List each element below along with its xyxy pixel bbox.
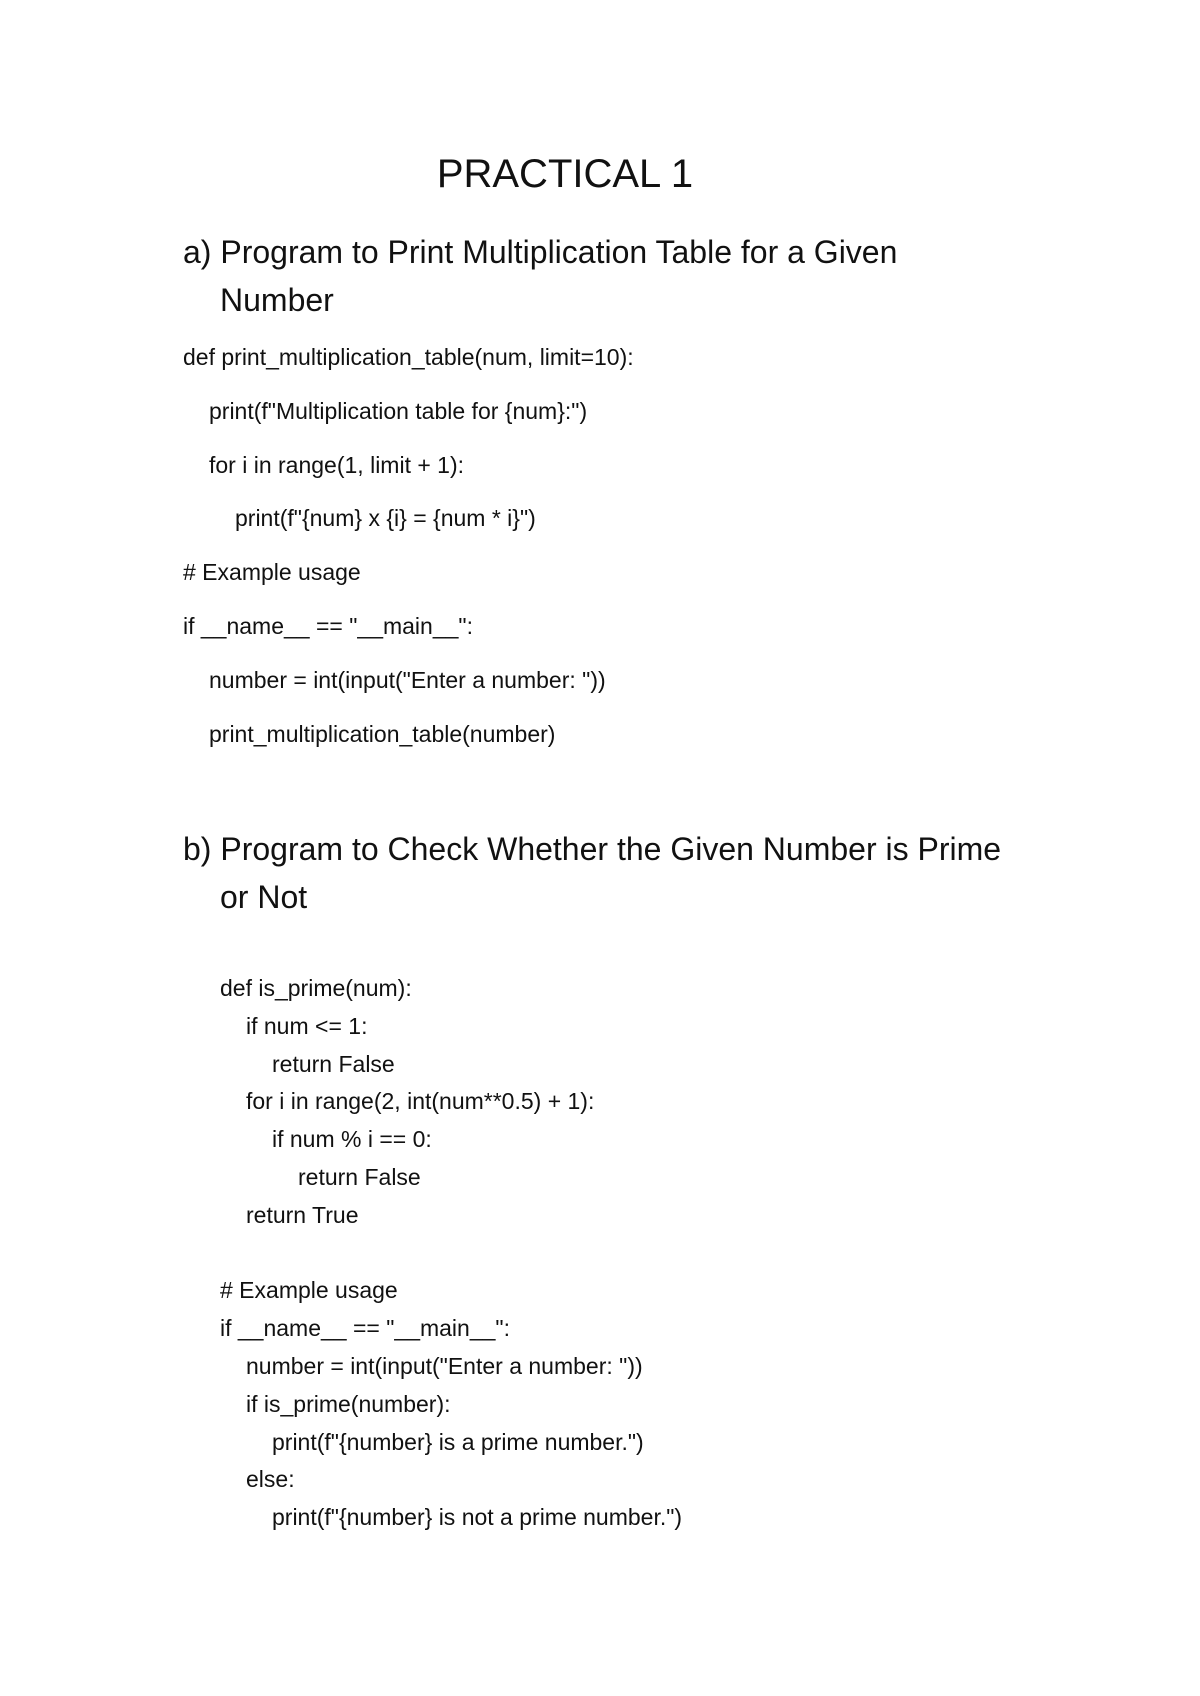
code-comment: # Example usage <box>183 559 361 586</box>
code-line: if __name__ == "__main__": <box>220 1315 510 1342</box>
code-line: return False <box>272 1050 395 1077</box>
code-line: if __name__ == "__main__": <box>183 612 473 639</box>
code-line: print(f"{number} is a prime number.") <box>272 1428 644 1455</box>
page-title: PRACTICAL 1 <box>436 152 694 196</box>
code-line: def is_prime(num): <box>220 975 412 1001</box>
code-line: def print_multiplication_table(num, limit=10): <box>183 344 634 370</box>
code-line: for i in range(1, limit + 1): <box>209 451 465 478</box>
section-a-heading-continued: Number <box>220 282 334 318</box>
code-line: number = int(input("Enter a number: ")) <box>209 666 606 693</box>
code-line: print(f"Multiplication table for {num}:") <box>209 397 588 424</box>
section-b-heading-continued: or Not <box>220 879 308 915</box>
code-line: return False <box>298 1163 421 1190</box>
code-line: print_multiplication_table(number) <box>209 720 556 747</box>
code-blank-line <box>220 1235 682 1273</box>
code-line: for i in range(2, int(num**0.5) + 1): <box>246 1088 595 1115</box>
section-b-heading: b) Program to Check Whether the Given Number is Prime <box>183 831 1002 867</box>
section-a-heading: a) Program to Print Multiplication Table for a Given <box>183 234 898 270</box>
section-b-code-block <box>220 970 682 1537</box>
code-line: if num % i == 0: <box>272 1126 432 1153</box>
code-line: return True <box>246 1201 359 1228</box>
code-line: if is_prime(number): <box>246 1390 451 1417</box>
code-line: if num <= 1: <box>246 1012 368 1039</box>
code-line: else: <box>246 1466 295 1493</box>
code-line: print(f"{num} x {i} = {num * i}") <box>235 505 536 532</box>
code-comment: # Example usage <box>220 1277 398 1304</box>
code-line: number = int(input("Enter a number: ")) <box>246 1352 643 1379</box>
section-a-code-block <box>183 338 634 768</box>
code-line: print(f"{number} is not a prime number.") <box>272 1504 683 1531</box>
